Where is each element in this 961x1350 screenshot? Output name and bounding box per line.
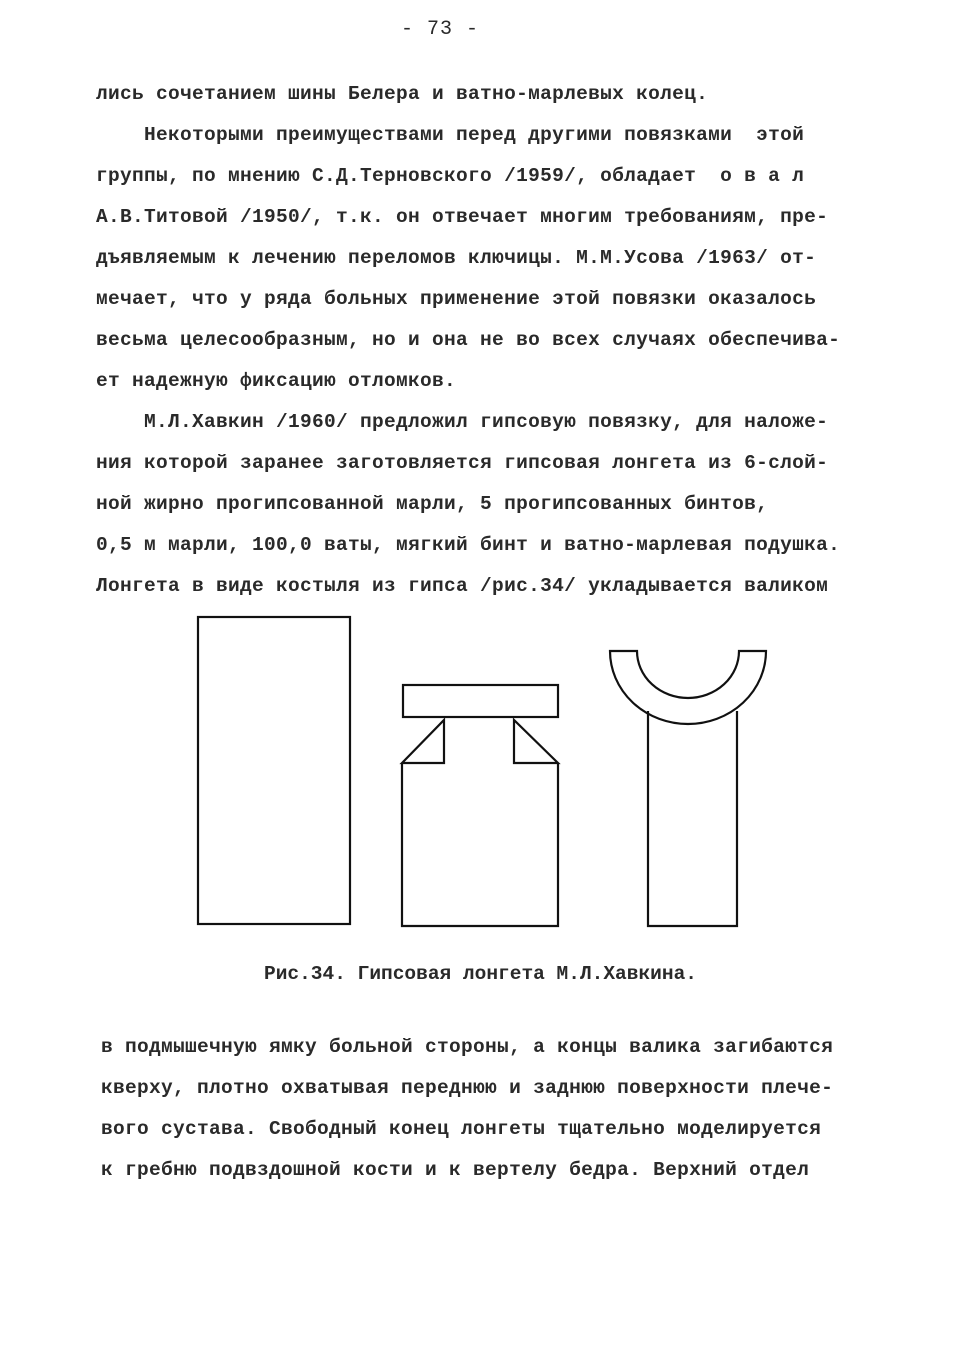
text-line: Лонгета в виде костыля из гипса /рис.34/ укладывается валиком: [96, 575, 829, 597]
text-line: А.В.Титовой /1950/, т.к. он отвечает многим требованиям, пре-: [96, 206, 829, 228]
text-line: в подмышечную ямку больной стороны, а концы валика загибаются: [101, 1036, 834, 1058]
crutch-saddle: [610, 651, 766, 724]
text-line: группы, по мнению С.Д.Терновского /1959/, обладает о в а л: [96, 165, 805, 187]
folded-corner-right: [514, 720, 558, 763]
text-line: ния которой заранее заготовляется гипсовая лонгета из 6-слой-: [96, 452, 829, 474]
text-line: М.Л.Хавкин /1960/ предложил гипсовую повязку, для наложе-: [96, 411, 829, 433]
crutch-shaft: [648, 711, 737, 926]
text-line: дъявляемым к лечению переломов ключицы. М.М.Усова /1963/ от-: [96, 247, 817, 269]
text-line: кверху, плотно охватывая переднюю и заднюю поверхности плече-: [101, 1077, 834, 1099]
text-line: мечает, что у ряда больных применение этой повязки оказалось: [96, 288, 817, 310]
splint-body: [402, 763, 558, 926]
text-line: весьма целесообразным, но и она не во всех случаях обеспечива-: [96, 329, 841, 351]
text-line: ет надежную фиксацию отломков.: [96, 370, 457, 392]
splint-rectangle: [198, 617, 350, 924]
text-line: Некоторыми преимуществами перед другими повязками этой: [96, 124, 805, 146]
folded-corner-left: [402, 720, 444, 763]
text-line: вого сустава. Свободный конец лонгеты тщательно моделируется: [101, 1118, 822, 1140]
plaster-splint-figure: [0, 600, 961, 940]
figure-strokes: [198, 617, 766, 926]
figure-caption: Рис.34. Гипсовая лонгета М.Л.Хавкина.: [264, 963, 697, 985]
text-line: лись сочетанием шины Белера и ватно-марлевых колец.: [96, 83, 709, 105]
text-line: 0,5 м марли, 100,0 ваты, мягкий бинт и ватно-марлевая подушка.: [96, 534, 841, 556]
splint-crossbar: [403, 685, 558, 717]
page-number: - 73 -: [400, 18, 479, 41]
text-line: к гребню подвздошной кости и к вертелу бедра. Верхний отдел: [101, 1159, 810, 1181]
text-line: ной жирно прогипсованной марли, 5 прогипсованных бинтов,: [96, 493, 769, 515]
